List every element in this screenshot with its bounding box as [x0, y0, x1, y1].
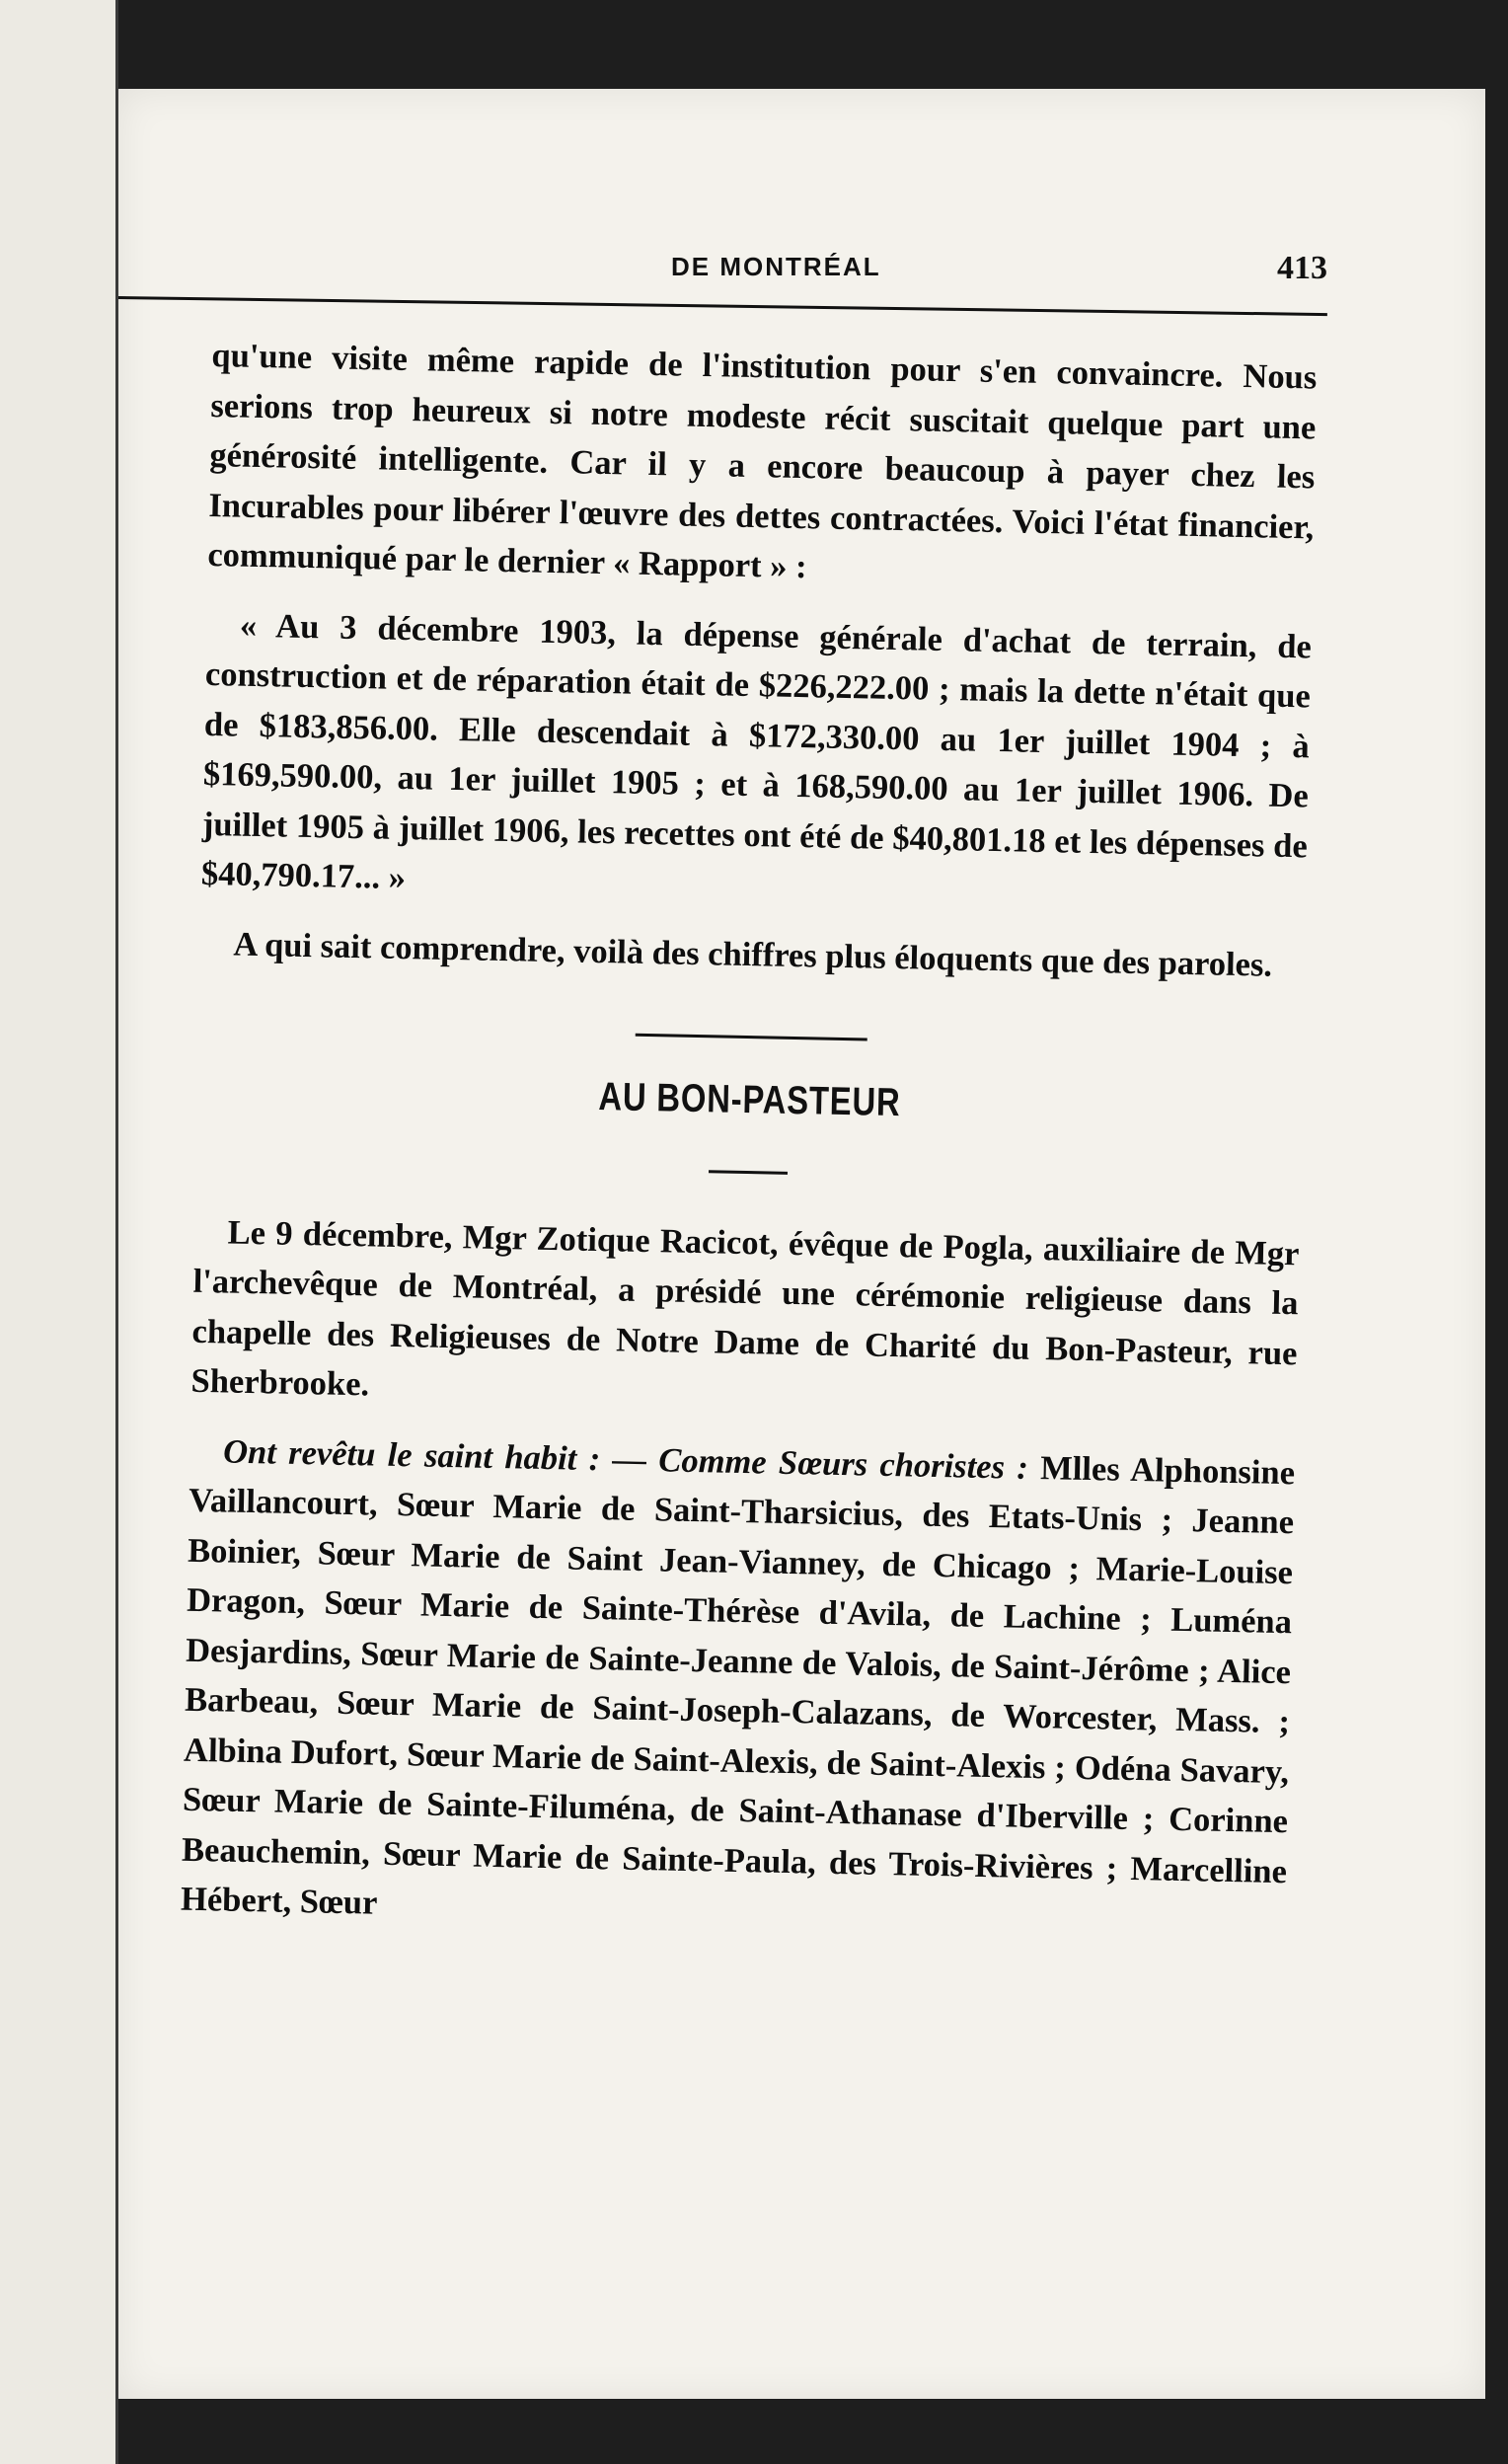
page-header — [118, 252, 1327, 311]
section-separator — [198, 992, 1305, 1064]
running-head: DE MONTRÉAL — [671, 252, 881, 281]
section-paragraph-list — [181, 1425, 1296, 1946]
facing-page-edge — [0, 0, 118, 2464]
names-list: Mlles Alphonsine Vaillancourt, Sœur Marie de Saint-Tharsicius, des Etats-Unis ; Jeanne Boinier, Sœur Marie de Saint Jean-Vianney, de Chicago ; Marie-Louise Dragon, Sœur Marie de Sainte-Thérèse d'Avila, de Lachine ; Luména Desjardins, Sœur Marie de Sainte-Jeanne de Valois, de Saint-Jérôme ; Alice Barbeau, Sœur Marie de Saint-Joseph-Calazans, de Worcester, Mass. ; Albina Dufort, Sœur Marie de Saint-Alexis, de Saint-Alexis ; Odéna Savary, Sœur Marie de Sainte-Filuména, de Saint-Athanase d'Iberville ; Corinne Beauchemin, Sœur Marie de Sainte-Paula, des Trois-Rivières ; Marcelline Hébert, Sœur — [180, 1448, 1296, 1922]
page-number: 413 — [1277, 250, 1327, 286]
title-underline — [195, 1127, 1302, 1199]
paragraph-closing: A qui sait comprendre, voilà des chiffres plus éloquents que des paroles. — [233, 925, 1273, 984]
section-title: AU BON-PASTEUR — [598, 1074, 901, 1124]
paragraph-continuation: qu'une visite même rapide de l'institution pour s'en convaincre. Nous serions trop heureux si notre modeste récit suscitait quelque part une générosité intelligente. Car il y a encore beaucoup à payer chez les Incurables pour libérer l'œuvre des dettes contractées. Voici l'état financier, communiqué par le dernier « Rapport » : — [207, 336, 1318, 586]
section-paragraph-intro: Le 9 décembre, Mgr Zotique Racicot, évêque de Pogla, auxiliaire de Mgr l'archevêque de Montréal, a présidé une cérémonie religieuse dans la chapelle des Religieuses de Notre Dame de Charité du Bon-Pasteur, rue Sherbrooke. — [190, 1213, 1300, 1404]
paragraph-quote: « Au 3 décembre 1903, la dépense générale d'achat de terrain, de construction et de réparation était de $226,222.00 ; mais la dette n'était que de $183,856.00. Elle descendait à $172,330.00 au 1er juillet 1904 ; à $169,590.00, au 1er juillet 1905 ; et à 168,590.00 au 1er juillet 1906. De juillet 1905 à juillet 1906, les recettes ont été de $40,801.18 et les dépenses de $40,790.17... » — [200, 606, 1313, 897]
italic-lead: Ont revêtu le saint habit : — Comme Sœurs choristes : — [222, 1431, 1029, 1487]
page-body — [181, 331, 1318, 1947]
